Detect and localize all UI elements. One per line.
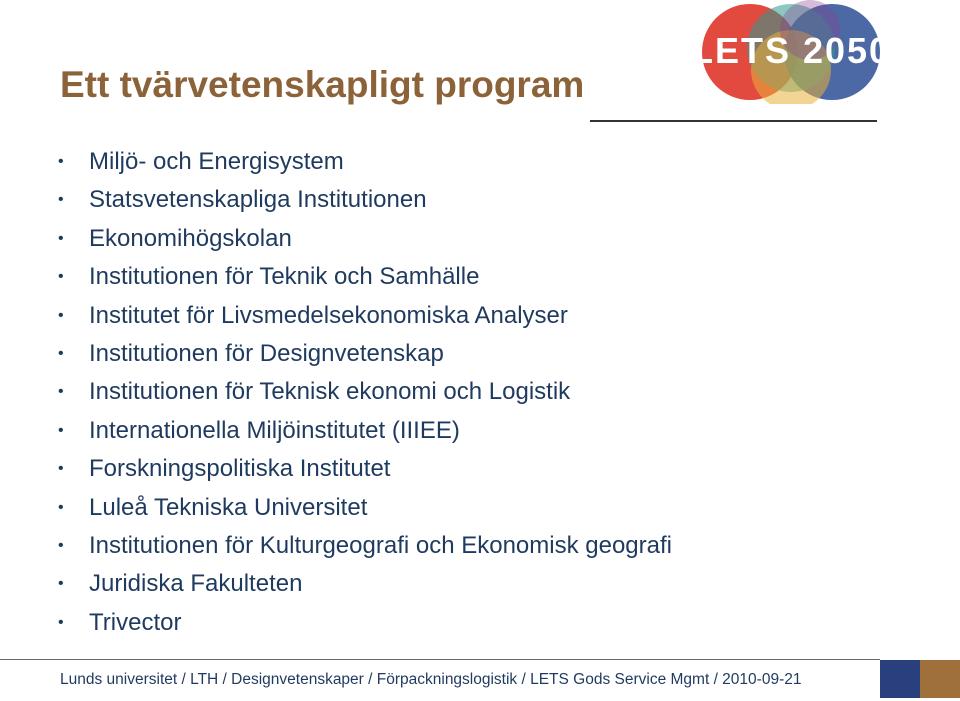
list-item xyxy=(58,258,672,296)
list-item xyxy=(58,335,672,373)
list-item xyxy=(58,412,672,450)
list-item xyxy=(58,604,672,642)
footer-accent-bronze xyxy=(920,660,960,698)
bullet-icon: • xyxy=(58,153,64,170)
bullet-icon: • xyxy=(58,344,64,362)
list-item xyxy=(58,220,672,258)
footer-accent-navy xyxy=(880,660,920,698)
footer-divider xyxy=(0,659,880,660)
bullet-icon: • xyxy=(58,306,64,324)
list-item-text: Statsvetenskapliga Institutionen xyxy=(89,186,427,214)
lets2050-logo xyxy=(698,0,884,104)
list-item-text: Institutionen för Designvetenskap xyxy=(89,339,444,367)
list-item-text: Miljö- och Energisystem xyxy=(89,148,344,175)
list-item xyxy=(58,527,672,565)
bullet-icon: • xyxy=(58,191,64,209)
bullet-icon: • xyxy=(58,421,64,439)
bullet-icon: • xyxy=(58,460,64,478)
list-item-text: Internationella Miljöinstitutet (IIIEE) xyxy=(89,416,460,444)
lets2050-logo-graphic xyxy=(698,0,884,104)
list-item xyxy=(58,450,672,488)
list-item xyxy=(58,489,672,527)
list-item-text: Institutionen för Kulturgeografi och Ekonomisk geografi xyxy=(89,531,672,559)
list-item-text: Juridiska Fakulteten xyxy=(89,570,303,598)
bullet-icon: • xyxy=(58,229,64,247)
title-divider xyxy=(590,120,877,122)
bullet-icon: • xyxy=(58,268,64,286)
bullet-icon: • xyxy=(58,536,64,554)
bullet-icon: • xyxy=(58,383,64,401)
list-item-text: Institutionen för Teknisk ekonomi och Logistik xyxy=(89,378,571,406)
list-item xyxy=(58,373,672,411)
list-item-text: Forskningspolitiska Institutet xyxy=(89,455,391,483)
bullet-icon: • xyxy=(58,613,64,631)
list-item-text: Luleå Tekniska Universitet xyxy=(89,493,368,521)
list-item xyxy=(58,565,672,603)
bullet-icon: • xyxy=(58,575,64,593)
bullet-list xyxy=(58,143,672,642)
list-item-text: Institutionen för Teknik och Samhälle xyxy=(89,263,480,291)
logo-wordmark: LETS 2050 xyxy=(698,30,884,71)
list-item-text: Trivector xyxy=(89,608,182,636)
bullet-icon: • xyxy=(58,498,64,516)
footer-text: Lunds universitet / LTH / Designvetenskaper / Förpackningslogistik / LETS Gods Service Mgmt / 2010-09-21 xyxy=(60,671,802,688)
list-item xyxy=(58,297,672,335)
list-item-text: Ekonomihögskolan xyxy=(89,224,292,252)
list-item xyxy=(58,143,672,181)
list-item xyxy=(58,181,672,219)
slide-title: Ett tvärvetenskapligt program xyxy=(60,64,585,105)
list-item-text: Institutet för Livsmedelsekonomiska Analyser xyxy=(89,301,568,329)
